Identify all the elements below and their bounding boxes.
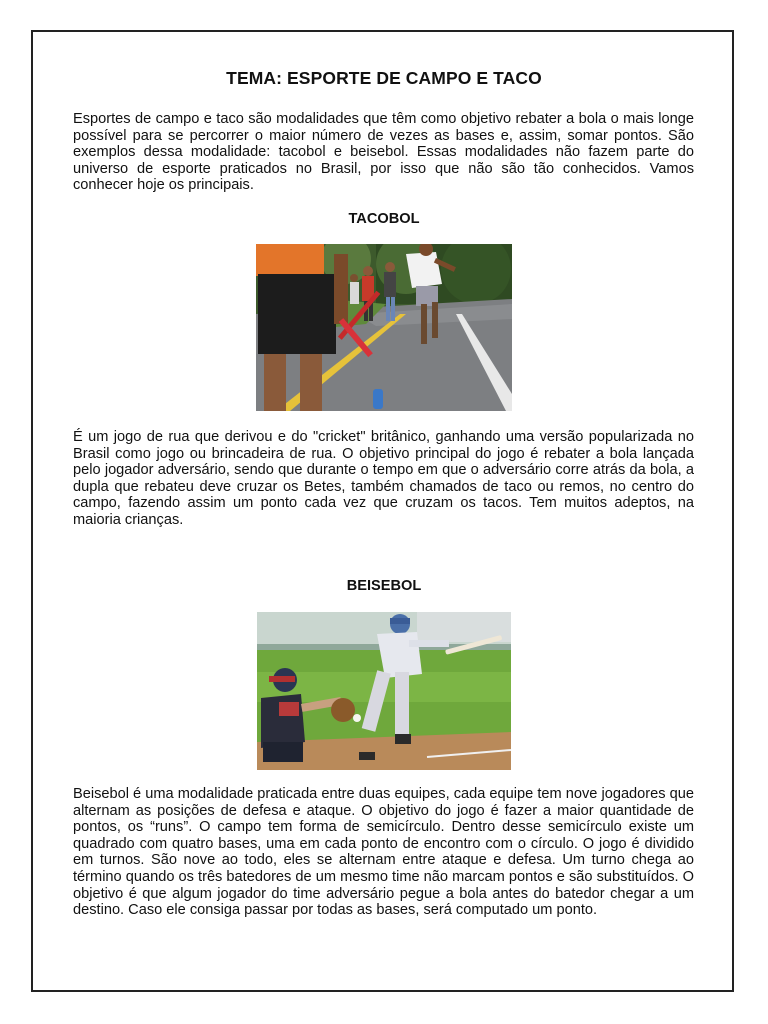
- tacobol-heading: TACOBOL: [348, 211, 420, 227]
- beisebol-heading: BEISEBOL: [346, 578, 422, 594]
- beisebol-paragraph: Beisebol é uma modalidade praticada entre duas equipes, cada equipe tem nove jogadores que alternam as posições de defesa e ataque. O objetivo do jogo é fazer a maior quantidade de pontos, os “runs”. O campo tem forma de semicírculo. Dentro desse semicírculo existe um quadrado com quatro bases, uma em cada ponto de encontro com o círculo. O jogo é dividido em turnos. São nove ao todo, eles se alternam entre ataque e defesa. Um turno chega ao término quando os três batedores de um mesmo time não marcam pontos e são substituídos. O objetivo é que algum jogador do time adversário pegue a bola antes do batedor chegar a um destino. Caso ele consiga passar por todas as bases, será computado um ponto.: [73, 786, 694, 919]
- tacobol-paragraph: É um jogo de rua que derivou e do "cricket" britânico, ganhando uma versão popularizada no Brasil como jogo ou brincadeira de rua. O objetivo principal do jogo é rebater a bola lançada pelo jogador adversário, sendo que durante o tempo em que o adversário corre atrás da bola, a dupla que rebateu deve cruzar os Betes, também chamados de taco ou remos, no centro do campo, fazendo assim um ponto cada vez que cruzam os tacos. Tem muitos adeptos, na maioria crianças.: [73, 429, 694, 528]
- beisebol-photo: [257, 612, 511, 770]
- tacobol-photo: [256, 244, 512, 411]
- intro-paragraph: Esportes de campo e taco são modalidades que têm como objetivo rebater a bola o mais longe possível para se percorrer o maior número de vezes as bases e, assim, somar pontos. São exemplos dessa modalidade: tacobol e beisebol. Essas modalidades não fazem parte do universo de esporte praticados no Brasil, por isso que não são tão conhecidos. Vamos conhecer hoje os principais.: [73, 111, 694, 194]
- document-title: TEMA: ESPORTE DE CAMPO E TACO: [226, 68, 542, 88]
